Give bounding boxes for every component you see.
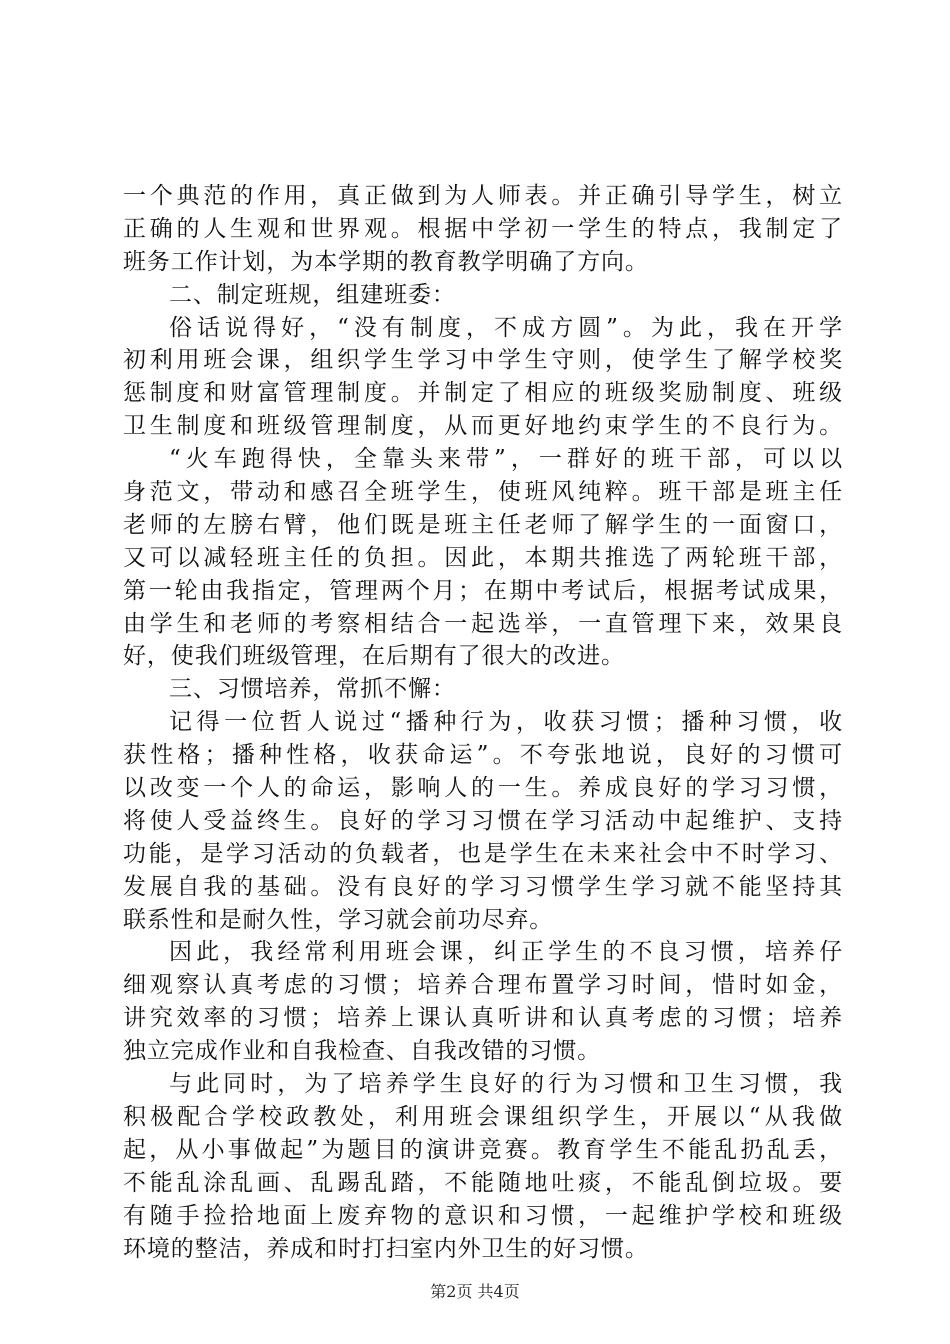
text-line: 一个典范的作用，真正做到为人师表。并正确引导学生，树立 xyxy=(123,183,843,209)
text-line: 起，从小事做起”为题目的演讲竞赛。教育学生不能乱扔乱丢， xyxy=(123,1136,843,1163)
text-line: 初利用班会课，组织学生学习中学生守则，使学生了解学校奖 xyxy=(123,347,843,374)
text-line: 因此，我经常利用班会课，纠正学生的不良习惯，培养仔 xyxy=(169,939,843,966)
text-line: 功能，是学习活动的负载者，也是学生在未来社会中不时学习、 xyxy=(123,840,843,867)
text-line: 第一轮由我指定，管理两个月；在期中考试后，根据考试成果， xyxy=(123,577,843,604)
text-line: 有随手捡拾地面上废弃物的意识和习惯，一起维护学校和班级 xyxy=(123,1202,843,1229)
text-line: 二、制定班规，组建班委： xyxy=(169,281,456,308)
text-line: 讲究效率的习惯；培养上课认真听讲和认真考虑的习惯；培养 xyxy=(123,1005,843,1032)
text-line: 环境的整洁，养成和时打扫室内外卫生的好习惯。 xyxy=(123,1235,649,1262)
text-line: 老师的左膀右臂，他们既是班主任老师了解学生的一面窗口， xyxy=(123,511,843,538)
text-line: 三、习惯培养，常抓不懈： xyxy=(169,676,456,703)
text-line: 好，使我们班级管理，在后期有了很大的改进。 xyxy=(123,643,625,670)
text-line: 班务工作计划，为本学期的教育教学明确了方向。 xyxy=(123,248,649,275)
text-line: 发展自我的基础。没有良好的学习习惯学生学习就不能坚持其 xyxy=(123,873,843,900)
text-line: “火车跑得快，全靠头来带”，一群好的班干部，可以以 xyxy=(169,446,843,473)
text-line: 独立完成作业和自我检查、自我改错的习惯。 xyxy=(123,1038,601,1065)
body-text xyxy=(123,180,843,1265)
text-line: 正确的人生观和世界观。根据中学初一学生的特点，我制定了 xyxy=(123,215,843,242)
text-line: 细观察认真考虑的习惯；培养合理布置学习时间，惜时如金， xyxy=(123,972,843,999)
page-footer: 第2页 共4页 xyxy=(430,1282,520,1301)
text-line: 又可以减轻班主任的负担。因此，本期共推选了两轮班干部， xyxy=(123,544,843,571)
text-line: 联系性和是耐久性，学习就会前功尽弃。 xyxy=(123,906,554,933)
text-line: 身范文，带动和感召全班学生，使班风纯粹。班干部是班主任 xyxy=(123,479,843,506)
text-line: 惩制度和财富管理制度。并制定了相应的班级奖励制度、班级 xyxy=(123,380,843,407)
text-line: 卫生制度和班级管理制度，从而更好地约束学生的不良行为。 xyxy=(123,413,843,440)
text-line: 记得一位哲人说过“播种行为，收获习惯；播种习惯，收 xyxy=(169,709,843,736)
text-line: 以改变一个人的命运，影响人的一生。养成良好的学习习惯， xyxy=(123,775,843,802)
text-line: 积极配合学校政教处，利用班会课组织学生，开展以“从我做 xyxy=(123,1103,843,1130)
text-line: 与此同时，为了培养学生良好的行为习惯和卫生习惯，我 xyxy=(169,1071,843,1098)
text-line: 将使人受益终生。良好的学习习惯在学习活动中起维护、支持 xyxy=(123,807,843,834)
text-line: 由学生和老师的考察相结合一起选举，一直管理下来，效果良 xyxy=(123,610,843,637)
text-line: 获性格；播种性格，收获命运”。不夸张地说，良好的习惯可 xyxy=(123,742,843,769)
text-line: 俗话说得好，“没有制度，不成方圆”。为此，我在开学 xyxy=(169,314,843,341)
text-line: 不能乱涂乱画、乱踢乱踏，不能随地吐痰，不能乱倒垃圾。要 xyxy=(123,1169,843,1196)
